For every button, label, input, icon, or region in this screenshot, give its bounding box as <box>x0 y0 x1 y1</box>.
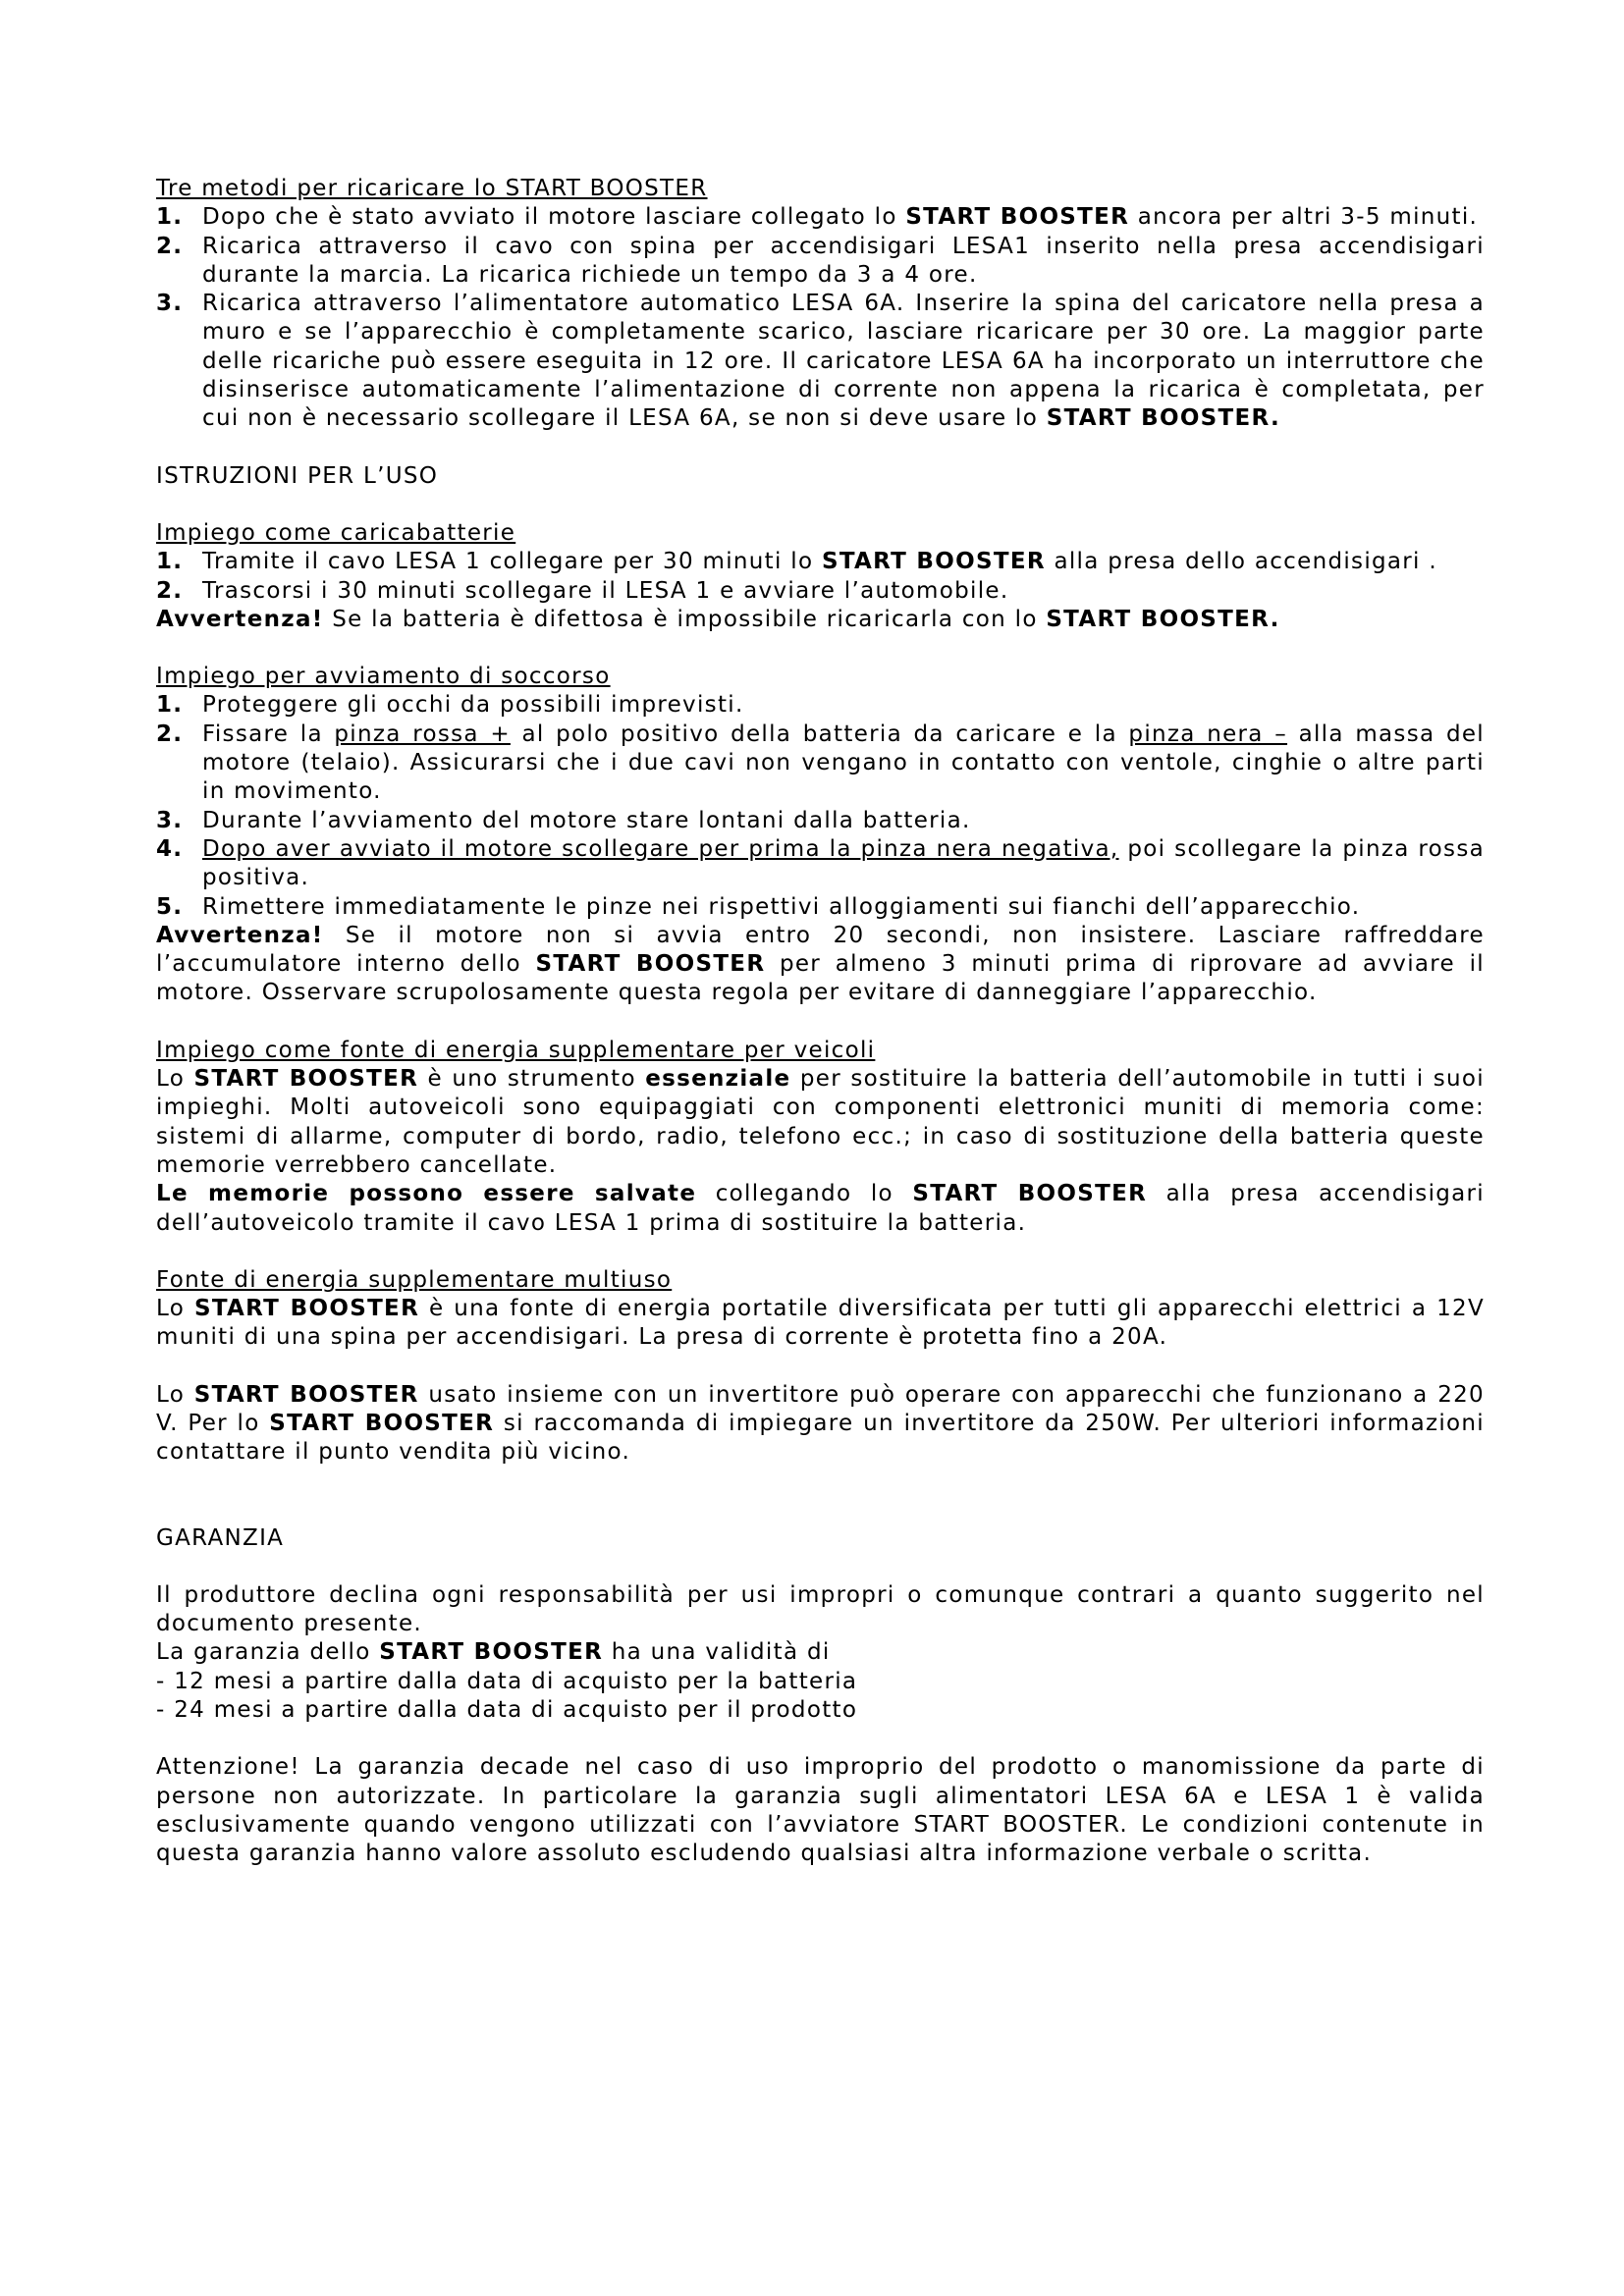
list-text: Proteggere gli occhi da possibili imprevisti. <box>202 692 744 719</box>
section-heading-vehicle-energy: Impiego come fonte di energia supplementare per veicoli <box>156 1037 876 1063</box>
emphasis-text: essenziale <box>645 1066 791 1093</box>
product-name: START BOOSTER. <box>1046 405 1281 432</box>
section-heading-battery-charger: Impiego come caricabatterie <box>156 519 516 546</box>
list-item <box>156 233 1485 291</box>
section-heading-recharge-methods: Tre metodi per ricaricare lo START BOOSTER <box>156 176 708 201</box>
black-clamp-label: pinza nera – <box>1128 721 1288 747</box>
section-heading-instructions: ISTRUZIONI PER L’USO <box>156 462 439 489</box>
warning-label: Avvertenza! <box>156 606 324 632</box>
list-text: Durante l’avviamento del motore stare lontani dalla batteria. <box>202 807 971 833</box>
list-text: Ricarica attraverso l’alimentatore automatico LESA 6A. Inserire la spina del caricatore nella presa a muro e se l’apparecchio è completamente scarico, lasciare ricaricare per 30 ore. La maggior parte delle ricariche può essere eseguita in 12 ore. Il caricatore LESA 6A ha incorporato un interruttore che disinserisce automaticamente l’alimentazione di corrente non appena la ricarica è completata, per cui non è necessario scollegare il LESA 6A, se non si deve usare lo <box>202 291 1485 432</box>
recharge-methods-list <box>156 203 1485 433</box>
list-item <box>156 203 1485 232</box>
section-heading-emergency-start: Impiego per avviamento di soccorso <box>156 664 611 690</box>
product-name: START BOOSTER <box>821 549 1046 575</box>
list-text: alla presa dello accendisigari . <box>1045 549 1437 575</box>
list-number: 1. <box>156 692 184 719</box>
battery-charger-list <box>156 548 1485 606</box>
list-number: 2. <box>156 233 184 259</box>
body-text: per sostituire la batteria dell’automobile in tutti i suoi impieghi. Molti autoveicoli sono equipaggiati con componenti elettronici muniti di memoria come: sistemi di allarme, computer di bordo, radio, telefono ecc.; in caso di sostituzione della batteria queste memorie verrebbero cancellate. <box>156 1066 1485 1178</box>
list-item <box>156 691 1485 720</box>
list-text: Dopo che è stato avviato il motore lasciare collegato lo <box>202 204 906 231</box>
list-item <box>156 577 1485 606</box>
list-item <box>156 835 1485 893</box>
list-number: 3. <box>156 807 184 833</box>
section-heading-multipurpose: Fonte di energia supplementare multiuso <box>156 1266 673 1293</box>
list-item <box>156 807 1485 835</box>
product-name: START BOOSTER <box>535 951 766 978</box>
product-name: START BOOSTER. <box>1046 606 1280 632</box>
body-text: usato insieme con un invertitore può operare con apparecchi che funzionano a 220 V. Per lo <box>156 1381 1485 1436</box>
list-text: al polo positivo della batteria da caricare e la <box>510 721 1129 747</box>
list-number: 2. <box>156 577 184 604</box>
warning-text: Se la batteria è difettosa è impossibile ricaricarla con lo <box>323 606 1047 632</box>
list-number: 5. <box>156 893 184 920</box>
body-paragraph <box>156 1295 1485 1353</box>
warranty-line-product: - 24 mesi a partire dalla data di acquisto per il prodotto <box>156 1697 858 1724</box>
body-paragraph <box>156 1381 1485 1468</box>
list-text: Rimettere immediatamente le pinze nei rispettivi alloggiamenti sui fianchi dell’apparecchio. <box>202 893 1361 920</box>
body-paragraph: Il produttore declina ogni responsabilità per usi impropri o comunque contrari a quanto suggerito nel documento presente. <box>156 1581 1485 1637</box>
body-text: è una fonte di energia portatile diversificata per tutti gli apparecchi elettrici a 12V muniti di una spina per accendisigari. La presa di corrente è protetta fino a 20A. <box>156 1296 1485 1351</box>
section-heading-warranty: GARANZIA <box>156 1524 285 1551</box>
product-name: START BOOSTER <box>193 1296 420 1322</box>
warning-paragraph <box>156 606 1485 634</box>
body-text: ha una validità di <box>603 1639 831 1666</box>
list-text: poi scollegare la pinza rossa positiva. <box>202 835 1486 891</box>
list-text: ancora per altri 3-5 minuti. <box>1129 204 1479 231</box>
body-paragraph: Attenzione! La garanzia decade nel caso di uso improprio del prodotto o manomissione da parte di persone non autorizzate. In particolare la garanzia sugli alimentatori LESA 6A e LESA 1 è valida esclusivamente quando vengono utilizzati con l’avviatore START BOOSTER. Le condizioni contenute in questa garanzia hanno valore assoluto escludendo qualsiasi altra informazione verbale o scritta. <box>156 1754 1485 1867</box>
product-name: START BOOSTER <box>912 1181 1148 1207</box>
product-name: START BOOSTER <box>269 1410 495 1436</box>
warning-label: Avvertenza! <box>156 922 324 948</box>
product-name: START BOOSTER <box>905 204 1130 231</box>
list-text: Fissare la <box>202 721 335 747</box>
list-number: 2. <box>156 721 184 747</box>
emphasis-text: Le memorie possono essere salvate <box>156 1181 697 1207</box>
product-name: START BOOSTER <box>193 1066 419 1093</box>
body-paragraph <box>156 1638 1485 1667</box>
list-text: Tramite il cavo LESA 1 collegare per 30 minuti lo <box>202 549 822 575</box>
body-text: Lo <box>156 1381 194 1408</box>
product-name: START BOOSTER <box>193 1381 419 1408</box>
list-text: Trascorsi i 30 minuti scollegare il LESA 1 e avviare l’automobile. <box>202 577 1009 604</box>
list-number: 1. <box>156 204 184 231</box>
body-text: collegando lo <box>696 1181 913 1207</box>
body-text: Lo <box>156 1296 194 1322</box>
red-clamp-label: pinza rossa + <box>334 721 511 747</box>
body-text: Lo <box>156 1066 194 1093</box>
list-number: 4. <box>156 835 184 862</box>
list-item <box>156 721 1485 807</box>
warranty-line-battery: - 12 mesi a partire dalla data di acquisto per la batteria <box>156 1668 858 1694</box>
body-paragraph <box>156 1065 1485 1180</box>
body-text: si raccomanda di impiegare un invertitore da 250W. Per ulteriori informazioni contattare il punto vendita più vicino. <box>156 1410 1485 1466</box>
underlined-instruction: Dopo aver avviato il motore scollegare per prima la pinza nera negativa, <box>202 835 1119 862</box>
list-number: 3. <box>156 291 184 317</box>
body-text: alla presa accendisigari dell’autoveicolo tramite il cavo LESA 1 prima di sostituire la batteria. <box>156 1181 1485 1236</box>
warning-paragraph <box>156 922 1485 1008</box>
list-item <box>156 893 1485 922</box>
emergency-start-list <box>156 691 1485 921</box>
list-item <box>156 548 1485 576</box>
product-name: START BOOSTER <box>379 1639 604 1666</box>
list-text: Ricarica attraverso il cavo con spina per accendisigari LESA1 inserito nella presa accendisigari durante la marcia. La ricarica richiede un tempo da 3 a 4 ore. <box>202 233 1485 288</box>
list-number: 1. <box>156 549 184 575</box>
body-text: La garanzia dello <box>156 1639 380 1666</box>
list-text: alla massa del motore (telaio). Assicurarsi che i due cavi non vengano in contatto con ventole, cinghie o altre parti in movimento. <box>202 721 1485 805</box>
body-text: è uno strumento <box>418 1066 646 1093</box>
body-paragraph <box>156 1180 1485 1238</box>
list-item <box>156 290 1485 433</box>
warning-text: per almeno 3 minuti prima di riprovare ad avviare il motore. Osservare scrupolosamente questa regola per evitare di danneggiare l’apparecchio. <box>156 951 1485 1006</box>
warning-text: Se il motore non si avvia entro 20 secondi, non insistere. Lasciare raffreddare l’accumulatore interno dello <box>156 922 1485 978</box>
